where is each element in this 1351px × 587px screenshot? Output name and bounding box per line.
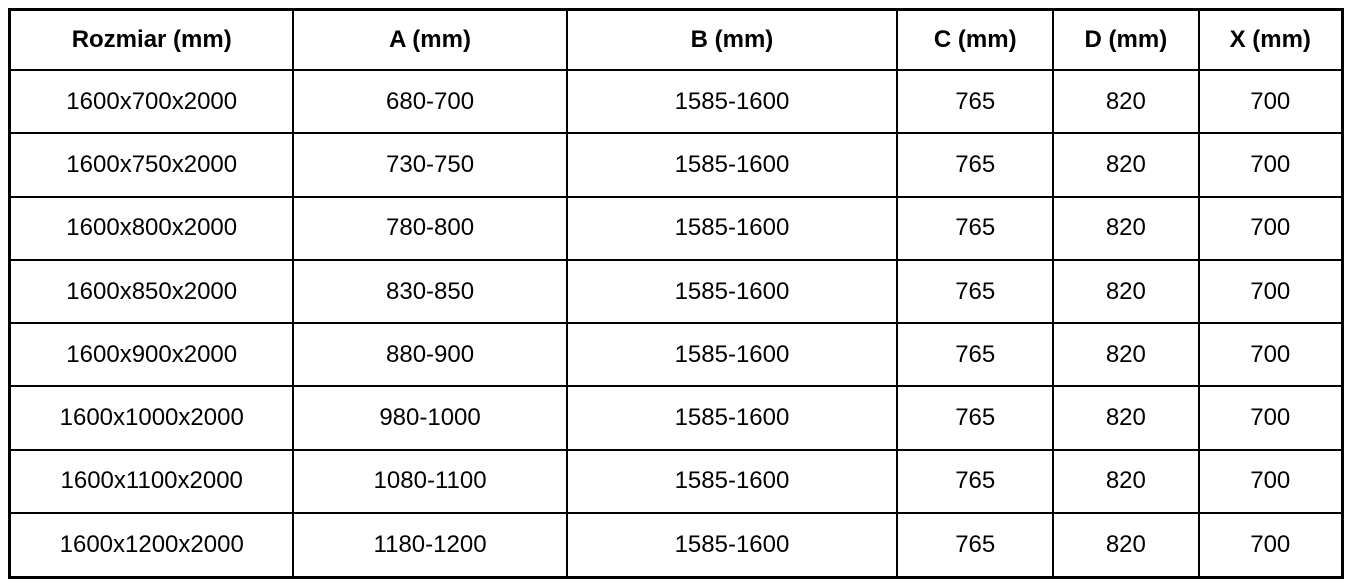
table-cell: 700 <box>1199 450 1343 513</box>
table-cell: 1600x800x2000 <box>10 197 294 260</box>
table-cell: 880-900 <box>293 323 566 386</box>
table-cell: 1585-1600 <box>567 513 898 577</box>
table-cell: 1585-1600 <box>567 323 898 386</box>
table-cell: 1585-1600 <box>567 260 898 323</box>
table-row <box>10 513 1343 577</box>
table-header <box>10 10 1343 71</box>
table-cell: 765 <box>897 513 1053 577</box>
column-header: D (mm) <box>1053 10 1198 71</box>
table-cell: 1600x850x2000 <box>10 260 294 323</box>
table-cell: 765 <box>897 323 1053 386</box>
column-header: A (mm) <box>293 10 566 71</box>
table-cell: 980-1000 <box>293 386 566 449</box>
table-cell: 700 <box>1199 197 1343 260</box>
table-cell: 680-700 <box>293 70 566 133</box>
table-cell: 730-750 <box>293 133 566 196</box>
table-cell: 1180-1200 <box>293 513 566 577</box>
column-header: Rozmiar (mm) <box>10 10 294 71</box>
table-body <box>10 70 1343 578</box>
table-header-row <box>10 10 1343 71</box>
table-cell: 700 <box>1199 70 1343 133</box>
table-cell: 1585-1600 <box>567 133 898 196</box>
table-cell: 830-850 <box>293 260 566 323</box>
table-cell: 700 <box>1199 386 1343 449</box>
table-cell: 700 <box>1199 133 1343 196</box>
table-cell: 820 <box>1053 323 1198 386</box>
table-cell: 765 <box>897 70 1053 133</box>
table-cell: 1600x1000x2000 <box>10 386 294 449</box>
table-cell: 820 <box>1053 133 1198 196</box>
column-header: B (mm) <box>567 10 898 71</box>
table-row <box>10 386 1343 449</box>
table-cell: 1600x900x2000 <box>10 323 294 386</box>
table-cell: 820 <box>1053 260 1198 323</box>
table-cell: 765 <box>897 450 1053 513</box>
table-cell: 700 <box>1199 513 1343 577</box>
table-cell: 1600x1200x2000 <box>10 513 294 577</box>
table-cell: 780-800 <box>293 197 566 260</box>
table-cell: 820 <box>1053 386 1198 449</box>
table-cell: 1585-1600 <box>567 197 898 260</box>
table-cell: 1585-1600 <box>567 386 898 449</box>
table-row <box>10 197 1343 260</box>
table-cell: 765 <box>897 197 1053 260</box>
table-cell: 765 <box>897 133 1053 196</box>
table-cell: 700 <box>1199 260 1343 323</box>
table-row <box>10 450 1343 513</box>
table-cell: 1600x750x2000 <box>10 133 294 196</box>
table-cell: 820 <box>1053 450 1198 513</box>
table-cell: 1600x700x2000 <box>10 70 294 133</box>
table-cell: 700 <box>1199 323 1343 386</box>
table-cell: 820 <box>1053 513 1198 577</box>
table-cell: 765 <box>897 386 1053 449</box>
table-row <box>10 70 1343 133</box>
column-header: C (mm) <box>897 10 1053 71</box>
size-specification-table <box>8 8 1344 579</box>
table-cell: 1585-1600 <box>567 70 898 133</box>
table-row <box>10 133 1343 196</box>
table-cell: 820 <box>1053 70 1198 133</box>
table-cell: 1080-1100 <box>293 450 566 513</box>
table-cell: 820 <box>1053 197 1198 260</box>
table-cell: 1585-1600 <box>567 450 898 513</box>
table-cell: 765 <box>897 260 1053 323</box>
column-header: X (mm) <box>1199 10 1343 71</box>
table-cell: 1600x1100x2000 <box>10 450 294 513</box>
table-row <box>10 260 1343 323</box>
table-row <box>10 323 1343 386</box>
